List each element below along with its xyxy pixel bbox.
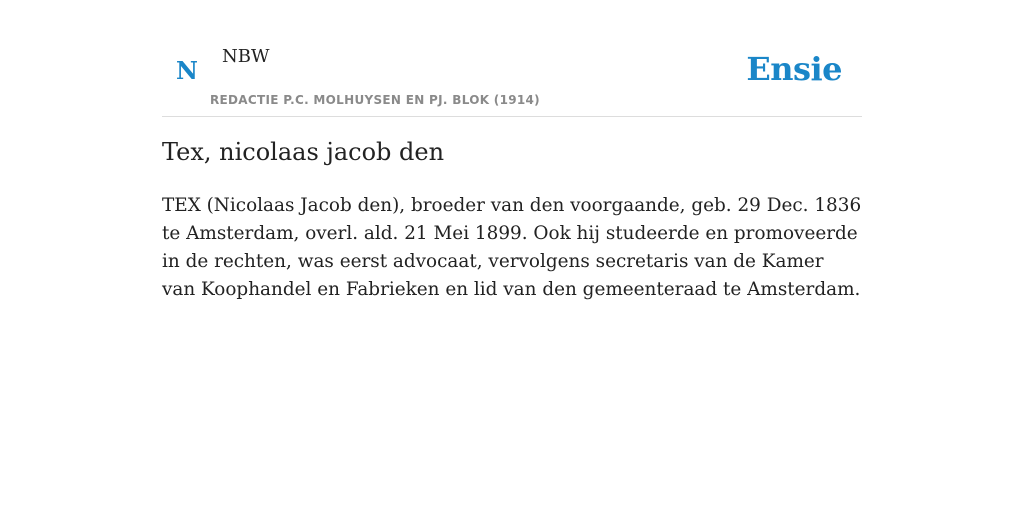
page-container [162, 0, 862, 300]
source-header [162, 0, 862, 117]
source-logo[interactable]: N [176, 56, 198, 85]
ensie-logo[interactable]: Ensie [746, 50, 842, 88]
source-subtitle: REDACTIE P.C. MOLHUYSEN EN PJ. BLOK (1914) [210, 93, 540, 107]
article-body: TEX (Nicolaas Jacob den), broeder van den voorgaande, geb. 29 Dec. 1836 te Amsterdam, overl. ald. 21 Mei 1899. Ook hij studeerde en promoveerde in de rechten, was eerst advocaat, vervolgens secretaris van de Kamer van Koophandel en Fabrieken en lid van den gemeenteraad te Amsterdam. [162, 195, 862, 300]
source-name[interactable]: NBW [222, 46, 270, 67]
article-title: Tex, nicolaas jacob den [162, 138, 445, 166]
